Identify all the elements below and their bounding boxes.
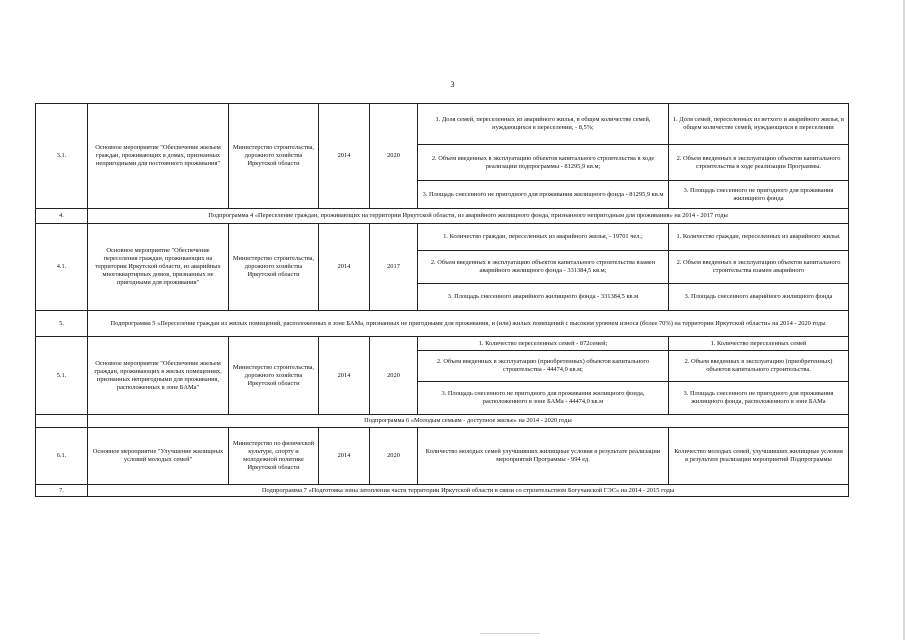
table-row bbox=[36, 104, 849, 145]
subprogram-row bbox=[36, 485, 849, 497]
indicator-cell: 1. Доля семей, переселенных из ветхого и аварийного жилья, в общем количестве семей, нуждающихся в переселении bbox=[669, 104, 849, 145]
result-cell: 1. Количество переселенных семей - 872семей; bbox=[418, 337, 669, 351]
indicator-cell: Количество молодых семей, улучшивших жилищные условия в результате реализации мероприятий Подпрограммы bbox=[669, 428, 849, 485]
subprogram-row bbox=[36, 415, 849, 428]
row-number: 5.1. bbox=[36, 337, 88, 415]
measure-cell: Основное мероприятие "Обеспечение жильем граждан, проживающих в домах, признанных непригодными для постоянного проживания" bbox=[88, 104, 229, 209]
start-year-cell: 2014 bbox=[319, 428, 370, 485]
subprogram-row bbox=[36, 311, 849, 337]
measure-cell: Основное мероприятие "Обеспечение жильем граждан, проживающих в жилых помещениях, признанных непригодными для проживания, расположенных в зоне БАМа" bbox=[88, 337, 229, 415]
row-number bbox=[36, 415, 88, 428]
result-cell: 2. Объем введенных в эксплуатацию объектов капитального строительства в ходе реализации подпрограммы - 81295,9 кв.м; bbox=[418, 145, 669, 181]
measure-cell: Основное мероприятие "Обеспечение переселения граждан, проживающих на территории Иркутской области, из аварийных многоквартирных домов, признанных не пригодными для проживания" bbox=[88, 224, 229, 311]
table-row bbox=[36, 337, 849, 351]
subprogram-title: Подпрограмма 7 «Подготовка зоны затопления части территории Иркутской области в связи со строительством Богучанской ГЭС» на 2014 - 2015 годы bbox=[88, 485, 849, 497]
scan-edge-bottom bbox=[480, 633, 540, 634]
executor-cell: Министерство строительства, дорожного хозяйства Иркутской области bbox=[229, 337, 319, 415]
row-number: 7. bbox=[36, 485, 88, 497]
row-number: 6.1. bbox=[36, 428, 88, 485]
result-cell: 2. Объем введенных в эксплуатацию (приобретенных) объектов капитального строительства - 44474,0 кв.м; bbox=[418, 351, 669, 382]
subprogram-row bbox=[36, 209, 849, 224]
result-cell: 3. Площадь снесенного аварийного жилищного фонда - 331384,5 кв.м bbox=[418, 284, 669, 311]
end-year-cell: 2020 bbox=[370, 428, 418, 485]
indicator-cell: 2. Объем введенных в эксплуатацию объектов капитального строительства в ходе реализации Программы. bbox=[669, 145, 849, 181]
measure-cell: Основное мероприятие "Улучшение жилищных условий молодых семей" bbox=[88, 428, 229, 485]
row-number: 4. bbox=[36, 209, 88, 224]
result-cell: 3. Площадь снесенного не пригодного для проживания жилищного фонда - 81295,9 кв.м bbox=[418, 181, 669, 209]
table-row bbox=[36, 428, 849, 485]
subprogram-title: Подпрограмма 5 «Переселение граждан из жилых помещений, расположенных в зоне БАМа, признанных не пригодными для проживания, и (или) жилых помещений с высоким уровнем износа (более 70%) на территории Иркутской области» на 2014 - 2020 годы bbox=[88, 311, 849, 337]
program-table bbox=[35, 103, 849, 497]
end-year-cell: 2017 bbox=[370, 224, 418, 311]
end-year-cell: 2020 bbox=[370, 337, 418, 415]
indicator-cell: 2. Объем введенных в эксплуатацию объектов капитального строительства взамен аварийного bbox=[669, 251, 849, 284]
row-number: 5. bbox=[36, 311, 88, 337]
result-cell: Количество молодых семей улучшивших жилищные условия в результате реализации мероприятий Программы - 994 ед. bbox=[418, 428, 669, 485]
result-cell: 3. Площадь снесенного не пригодного для проживания жилищного фонда, расположенного в зоне БАМа - 44474,0 кв.м bbox=[418, 382, 669, 415]
result-cell: 2. Объем введенных в эксплуатацию объектов капитального строительства взамен аварийного жилищного фонда - 331384,5 кв.м; bbox=[418, 251, 669, 284]
executor-cell: Министерство по физической культуре, спорту и молодежной политике Иркутской области bbox=[229, 428, 319, 485]
indicator-cell: 3. Площадь снесенного не пригодного для проживания жилищного фонда, расположенного в зоне БАМа bbox=[669, 382, 849, 415]
result-cell: 1. Количество граждан, переселенных из аварийного жилья, - 19701 чел.; bbox=[418, 224, 669, 251]
row-number: 4.1. bbox=[36, 224, 88, 311]
start-year-cell: 2014 bbox=[319, 224, 370, 311]
executor-cell: Министерство строительства, дорожного хозяйства Иркутской области bbox=[229, 224, 319, 311]
start-year-cell: 2014 bbox=[319, 337, 370, 415]
table-row bbox=[36, 224, 849, 251]
result-cell: 1. Доля семей, переселенных из аварийного жилья, в общем количестве семей, нуждающихся в переселении, - 8,5%; bbox=[418, 104, 669, 145]
executor-cell: Министерство строительства, дорожного хозяйства Иркутской области bbox=[229, 104, 319, 209]
page-number: 3 bbox=[450, 80, 455, 89]
indicator-cell: 3. Площадь снесенного не пригодного для проживания жилищного фонда bbox=[669, 181, 849, 209]
end-year-cell: 2020 bbox=[370, 104, 418, 209]
indicator-cell: 2. Объем введенных в эксплуатацию (приобретенных) объектов капитального строительства. bbox=[669, 351, 849, 382]
subprogram-title: Подпрограмма 4 «Переселение граждан, проживающих на территории Иркутской области, из аварийного жилищного фонда, признанного непригодным для проживания» на 2014 - 2017 годы bbox=[88, 209, 849, 224]
row-number: 3.1. bbox=[36, 104, 88, 209]
start-year-cell: 2014 bbox=[319, 104, 370, 209]
indicator-cell: 3. Площадь снесенного аварийного жилищного фонда bbox=[669, 284, 849, 311]
indicator-cell: 1. Количество переселенных семей bbox=[669, 337, 849, 351]
subprogram-title: Подпрограмма 6 «Молодым семьям - доступное жилье» на 2014 - 2020 годы bbox=[88, 415, 849, 428]
indicator-cell: 1. Количество граждан, переселенных из аварийного жилья. bbox=[669, 224, 849, 251]
